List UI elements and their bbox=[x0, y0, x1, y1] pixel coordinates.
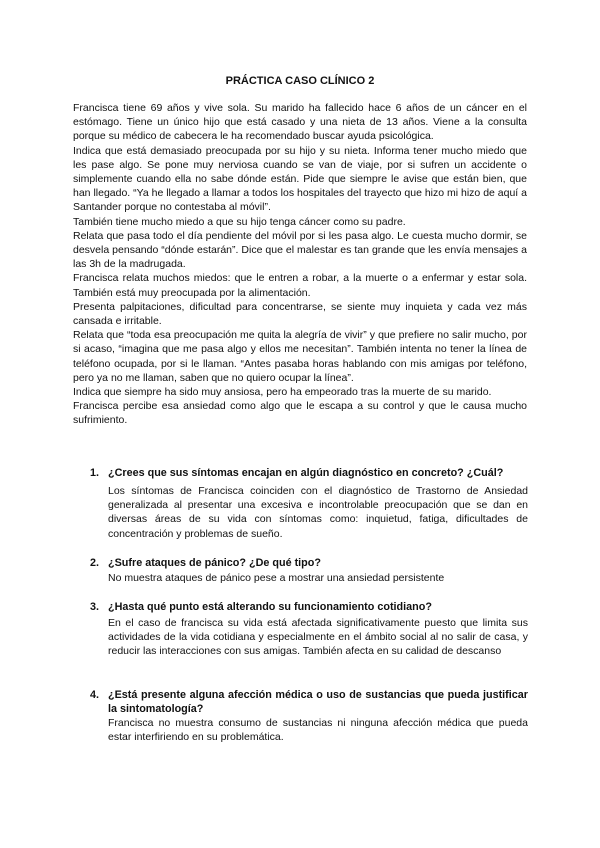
question-number: 4. bbox=[90, 689, 100, 701]
question-number: 3. bbox=[90, 601, 100, 613]
question-text: ¿Crees que sus síntomas encajan en algún diagnóstico en concreto? ¿Cuál? bbox=[108, 467, 504, 479]
case-paragraph: Presenta palpitaciones, dificultad para concentrarse, se siente muy inquieta y cada vez más cansada e irritable. bbox=[73, 300, 527, 328]
case-paragraph: Francisca relata muchos miedos: que le entren a robar, a la muerte o a enfermar y estar sola. También está muy preocupada por la alimentación. bbox=[73, 272, 527, 299]
answer-text: No muestra ataques de pánico pese a mostrar una ansiedad persistente bbox=[108, 572, 445, 584]
case-description bbox=[73, 101, 527, 428]
case-paragraph: También tiene mucho miedo a que su hijo tenga cáncer como su padre. bbox=[73, 215, 406, 228]
answer-text: Francisca no muestra consumo de sustancias ni ninguna afección médica que pueda estar interfiriendo en su problemática. bbox=[108, 717, 528, 744]
case-paragraph: Relata que “toda esa preocupación me quita la alegría de vivir” y que prefiere no salir mucho, por si acaso, “imagina que me pasa algo y ellos me necesitan”. También intenta no tener la línea de teléfono ocupada, por si le llaman. “Antes pasaba horas hablando con mis amigas por teléfono, pero ya no me llaman, saben que no quiero ocupar la línea”. bbox=[73, 329, 527, 384]
question-number: 2. bbox=[90, 557, 100, 569]
case-paragraph: Francisca percibe esa ansiedad como algo que le escapa a su control y que le causa mucho sufrimiento. bbox=[73, 400, 527, 427]
page-title: PRÁCTICA CASO CLÍNICO 2 bbox=[225, 75, 375, 87]
case-paragraph: Relata que pasa todo el día pendiente del móvil por si les pasa algo. Le cuesta mucho dormir, se desvela pensando “dónde estarán”. Dice que el malestar es tan grande que les envía mensajes a las 3h de la madrugada. bbox=[73, 229, 527, 271]
case-paragraph: Francisca tiene 69 años y vive sola. Su marido ha fallecido hace 6 años de un cáncer en el estómago. Tiene un único hijo que está casado y una nieta de 13 años. Viene a la consulta porque su médico de cabecera le ha recomendado buscar ayuda psicológica. bbox=[73, 102, 527, 143]
question-text: ¿Está presente alguna afección médica o uso de sustancias que pueda justificar la sintomatología? bbox=[108, 689, 528, 716]
answer-text: En el caso de francisca su vida está afectada significativamente puesto que limita sus actividades de la vida cotidiana y especialmente en el ámbito social al no salir de casa, y reducir las interacciones con sus amigas. También afecta en su calidad de descanso bbox=[108, 617, 528, 658]
answer-text: Los síntomas de Francisca coinciden con el diagnóstico de Trastorno de Ansiedad generalizada al presentar una excesiva e incontrolable preocupación que se dan en diversas áreas de su vida con síntomas como: inquietud, fatiga, dificultades de concentración y problemas de sueño. bbox=[108, 485, 528, 540]
question-text: ¿Hasta qué punto está alterando su funcionamiento cotidiano? bbox=[108, 601, 432, 613]
question-text: ¿Sufre ataques de pánico? ¿De qué tipo? bbox=[108, 557, 321, 569]
case-paragraph: Indica que está demasiado preocupada por su hijo y su nieta. Informa tener mucho miedo que les pase algo. Se pone muy nerviosa cuando se van de viaje, por si sufren un accidente o simplemente cuando ella no sabe dónde están. Pide que siempre le avise que están bien, que han llegado. “Ya he llegado a llamar a todos los hospitales del trayecto que hizo mi hizo de aquí a Santander porque no contestaba al móvil”. bbox=[73, 144, 527, 214]
question-number: 1. bbox=[90, 467, 100, 479]
case-paragraph: Indica que siempre ha sido muy ansiosa, pero ha empeorado tras la muerte de su marido. bbox=[73, 386, 492, 399]
